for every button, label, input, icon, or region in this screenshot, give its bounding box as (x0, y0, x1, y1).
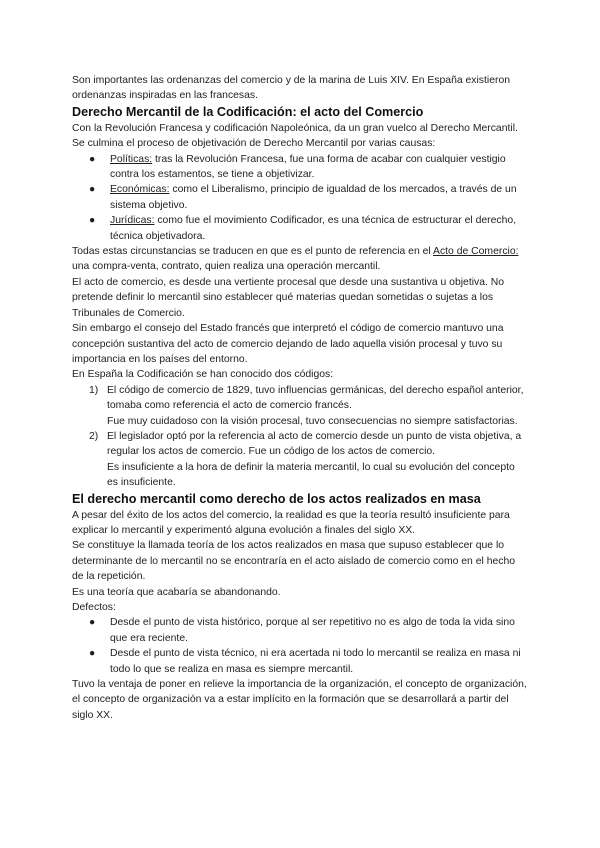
bullet-icon: ● (89, 617, 96, 629)
paragraph-teoria: Se constituye la llamada teoría de los actos realizados en masa que supuso establecer que lo determinante de lo mercantil no se encontraría en el acto aislado de comercio como en el hecho de la repetición. (72, 540, 516, 583)
document-page (72, 73, 528, 723)
paragraph-defectos: Defectos: (72, 602, 116, 613)
list-number: 2) (89, 430, 99, 442)
paragraph-abandonando: Es una teoría que acabaría se abandonando. (72, 586, 281, 598)
list-item-juridicas (72, 213, 528, 244)
heading-codificacion: Derecho Mercantil de la Codificación: el acto del Comercio (72, 104, 424, 119)
codigo-1-text-a: El código de comercio de 1829, tuvo influencias germánicas, del derecho español anterior, tomaba como referencia el acto de comercio francés. (107, 384, 524, 412)
list-item-codigo-2 (72, 429, 528, 491)
codigo-2-text-b: Es insuficiente a la hora de definir la materia mercantil, lo cual su evolución del concepto es insuficiente. (107, 461, 515, 489)
paragraph-revolucion: Con la Revolución Francesa y codificación Napoleónica, da un gran vuelco al Derecho Mercantil. Se culmina el proceso de objetivación de Derecho Mercantil por varias causas: (72, 122, 518, 150)
text-economicas: como el Liberalismo, principio de igualdad de los mercados, a través de un sistema objetivo. (110, 184, 517, 211)
bullet-icon: ● (89, 215, 96, 227)
term-politicas: Políticas: (110, 153, 153, 165)
causas-list (72, 152, 528, 244)
bullet-icon: ● (89, 153, 96, 165)
acto-de-comercio-term: Acto de Comercio: (433, 246, 519, 258)
list-item-economicas (72, 182, 528, 213)
circunstancias-text-b: una compra-venta, contrato, quien realiza una operación mercantil. (72, 261, 381, 273)
list-item-codigo-1 (72, 383, 528, 429)
list-item-politicas (72, 152, 528, 183)
text-juridicas: como fue el movimiento Codificador, es una técnica de estructurar el derecho, técnica objetivadora. (110, 215, 517, 242)
paragraph-acto: El acto de comercio, es desde una vertiente procesal que desde una sustantiva u objetiva. No pretende definir lo mercantil sino establecer qué materias quedan sometidas o sujetas a los Tribunales de Comercio. (72, 276, 505, 319)
paragraph-ventaja: Tuvo la ventaja de poner en relieve la importancia de la organización, el concepto de organización, el concepto de organización va a estar implícito en la formación que se desarrollará a partir del siglo XX. (72, 679, 527, 721)
defectos-list (72, 615, 528, 677)
defecto-historico-text: Desde el punto de vista histórico, porque al ser repetitivo no es algo de toda la vida sino que era reciente. (110, 617, 515, 644)
paragraph-intro: Son importantes las ordenanzas del comercio y de la marina de Luis XIV. En España existieron ordenanzas inspiradas en las francesas. (72, 75, 510, 102)
heading-masa: El derecho mercantil como derecho de los actos realizados en masa (72, 491, 481, 506)
text-politicas: tras la Revolución Francesa, fue una forma de acabar con cualquier vestigio contra los estamentos, se tiene a objetivizar. (110, 153, 506, 181)
paragraph-espana: En España la Codificación se han conocido dos códigos: (72, 369, 334, 381)
defecto-tecnico-text: Desde el punto de vista técnico, ni era acertada ni todo lo mercantil se realiza en masa ni todo lo que se realiza en masa es siempre mercantil. (110, 648, 521, 675)
list-item-defecto-tecnico (72, 646, 528, 677)
list-item-defecto-historico (72, 615, 528, 646)
codigo-1-text-b: Fue muy cuidadoso con la visión procesal, tuvo consecuencias no siempre satisfactorias. (107, 415, 518, 427)
term-economicas: Económicas: (110, 184, 170, 196)
list-number: 1) (89, 384, 99, 396)
bullet-icon: ● (89, 184, 96, 196)
paragraph-consejo: Sin embargo el consejo del Estado francés que interpretó el código de comercio mantuvo una concepción sustantiva del acto de comercio dejando de lado aquella visión procesal y tuvo su importancia en los países del entorno. (72, 323, 504, 365)
paragraph-exito: A pesar del éxito de los actos del comercio, la realidad es que la teoría resultó insuficiente para explicar lo mercantil y experimentó alguna evolución a finales del siglo XX. (72, 509, 510, 536)
codigos-list (72, 383, 528, 491)
term-juridicas: Jurídicas: (110, 215, 155, 227)
bullet-icon: ● (89, 648, 96, 660)
paragraph-circunstancias (72, 244, 528, 275)
circunstancias-text-a: Todas estas circunstancias se traducen en que es el punto de referencia en el (72, 246, 434, 258)
codigo-2-text-a: El legislador optó por la referencia al acto de comercio desde un punto de vista objetiva, a regular los actos de comercio. Fue un código de los actos de comercio. (107, 430, 522, 458)
